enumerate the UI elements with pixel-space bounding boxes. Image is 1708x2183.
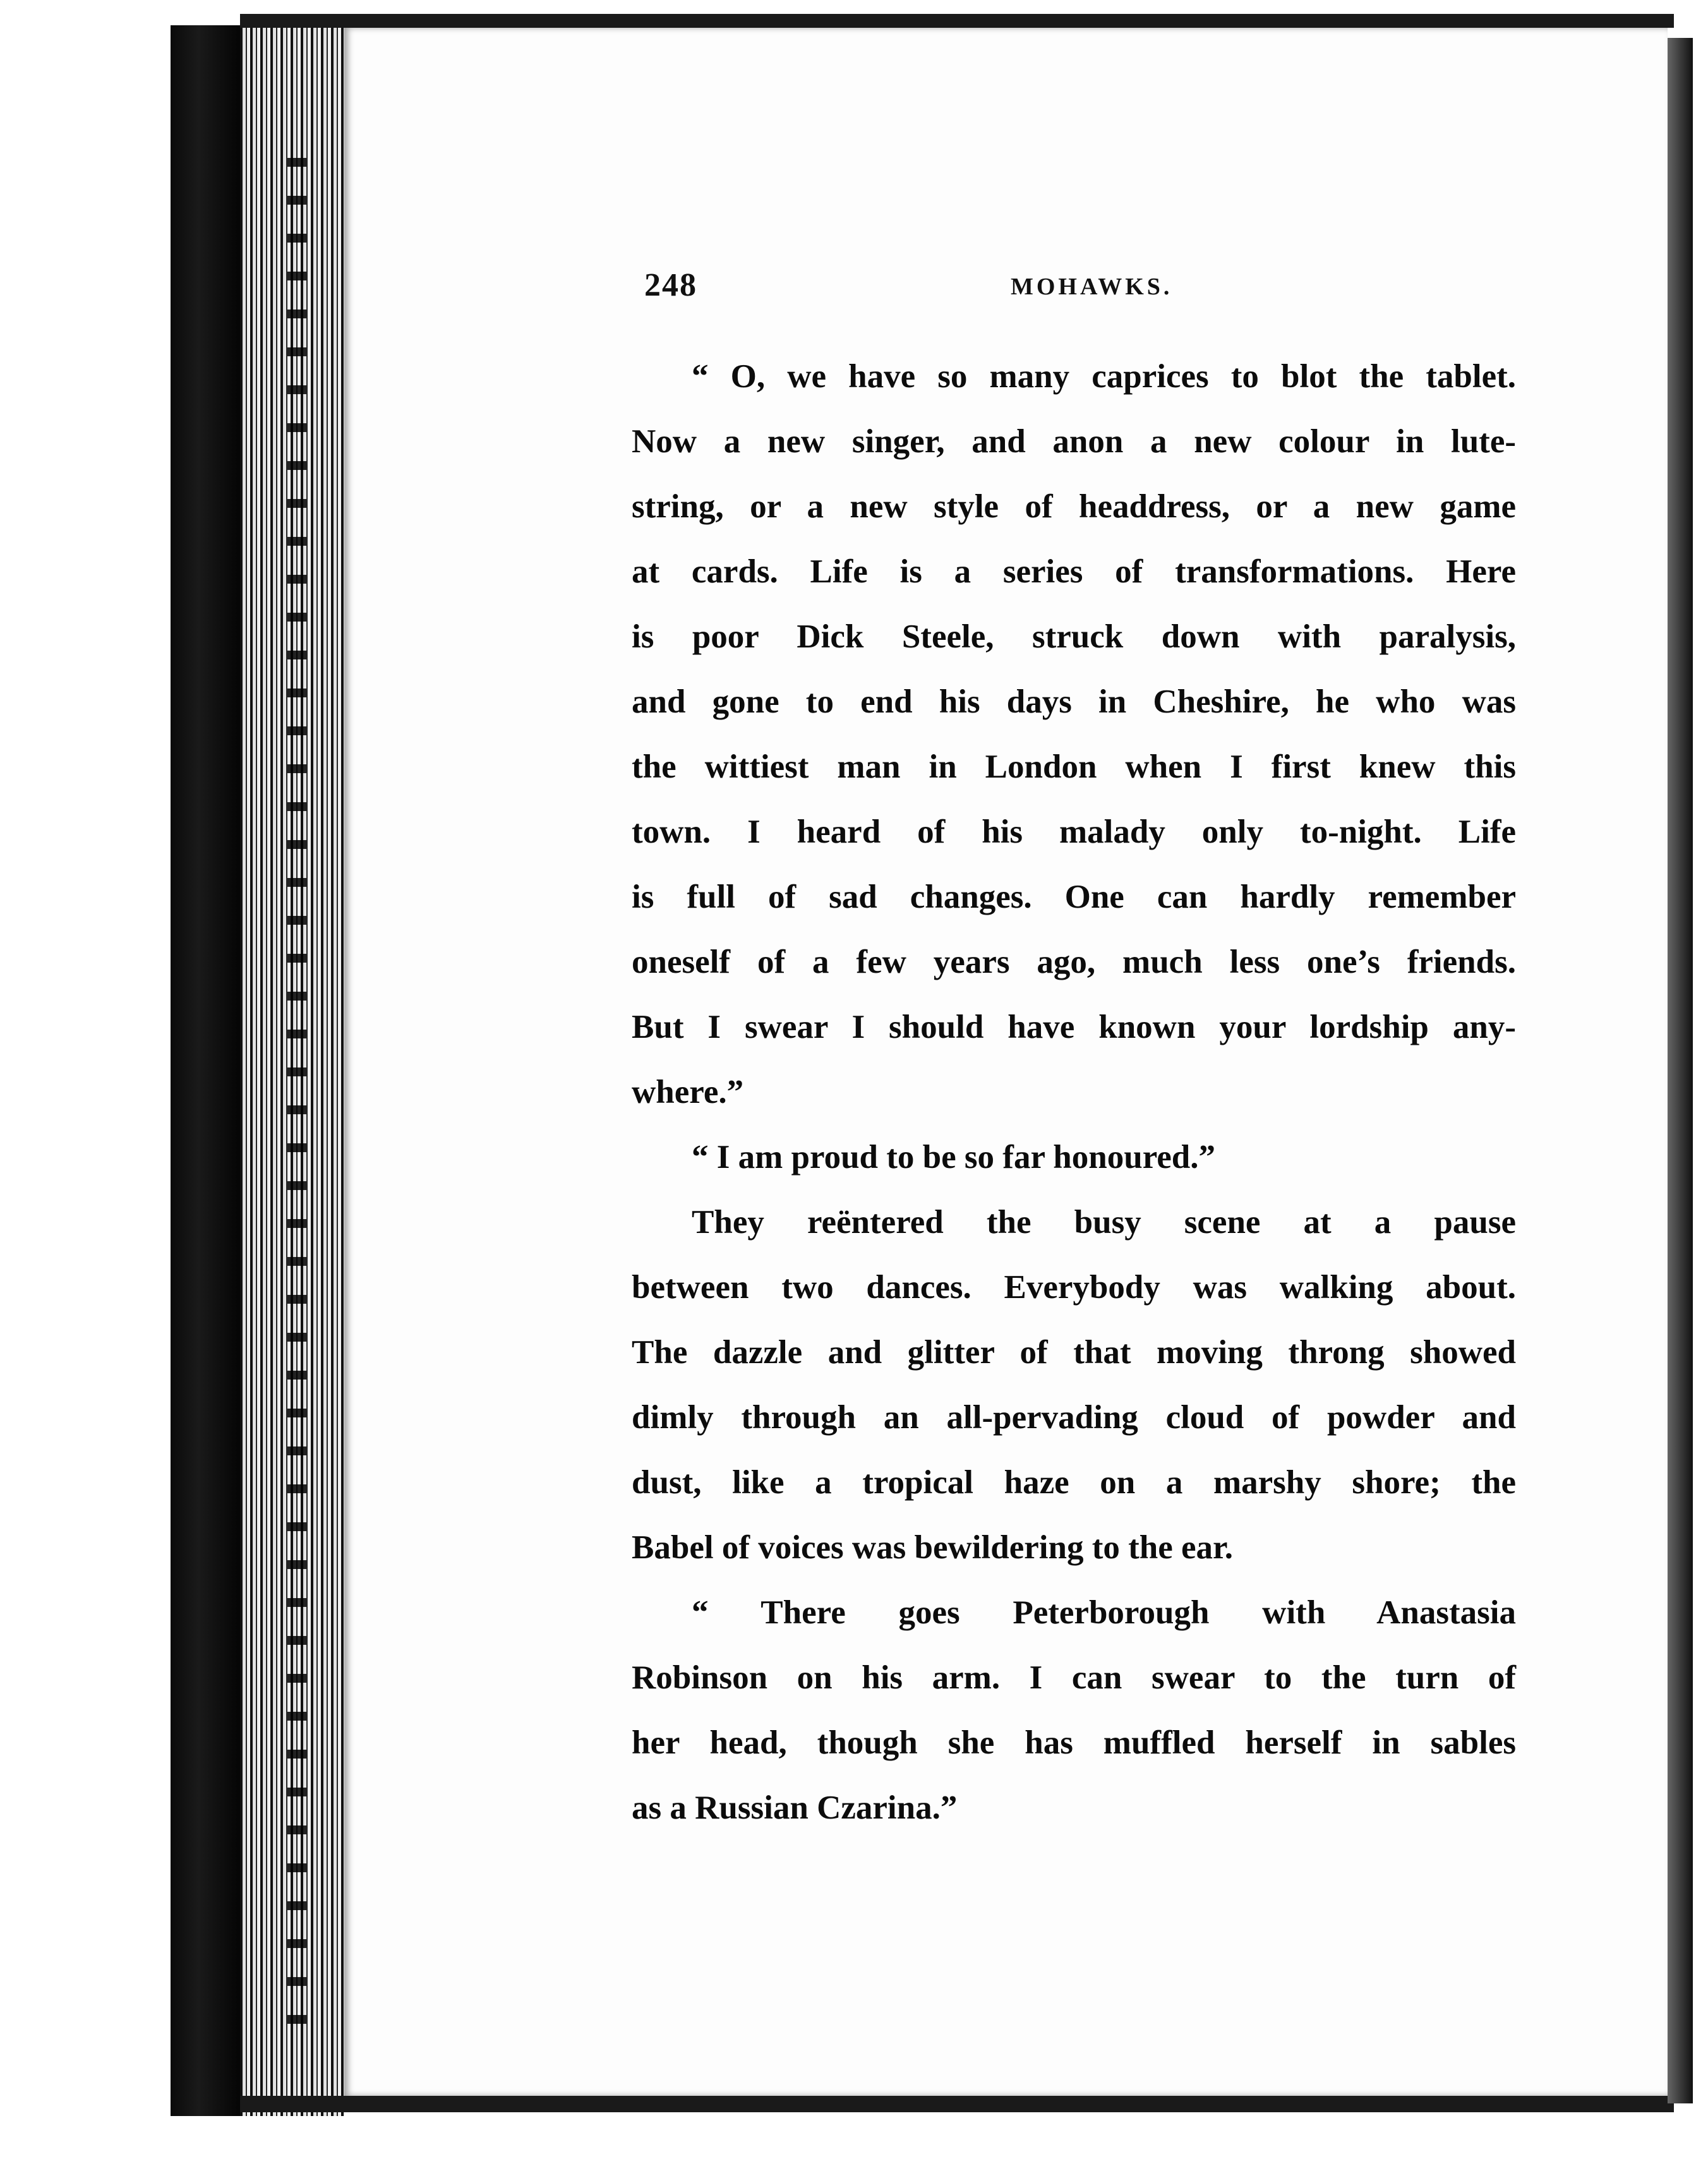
text-line: where.” <box>632 1074 744 1110</box>
text-line: town. I heard of his malady only to-night. Life <box>632 814 1516 850</box>
text-line: between two dances. Everybody was walking about. <box>632 1269 1516 1306</box>
text-line: the wittiest man in London when I first knew this <box>632 749 1516 785</box>
text-line: “ There goes Peterborough with Anastasia <box>692 1594 1516 1631</box>
text-line: Robinson on his arm. I can swear to the turn of <box>632 1659 1516 1696</box>
page-number: 248 <box>644 267 697 303</box>
text-line: is full of sad changes. One can hardly remember <box>632 879 1516 915</box>
right-page-edge <box>1668 38 1693 2103</box>
top-border <box>240 14 1674 28</box>
text-line: and gone to end his days in Cheshire, he who was <box>632 683 1516 720</box>
text-line: Now a new singer, and anon a new colour in lute- <box>632 423 1516 460</box>
text-line: string, or a new style of headdress, or a new game <box>632 488 1516 525</box>
text-line: as a Russian Czarina.” <box>632 1789 958 1826</box>
text-line: They reëntered the busy scene at a pause <box>692 1204 1516 1241</box>
text-line: oneself of a few years ago, much less one’s friends. <box>632 944 1516 980</box>
book-binding <box>171 25 240 2116</box>
text-line: “ O, we have so many caprices to blot the tablet. <box>692 358 1516 395</box>
edge-marks <box>287 158 306 2053</box>
text-line: at cards. Life is a series of transformations. Here <box>632 553 1516 590</box>
bottom-border <box>240 2096 1674 2112</box>
running-title: MOHAWKS. <box>1011 274 1173 300</box>
text-line: Babel of voices was bewildering to the ear. <box>632 1529 1233 1566</box>
body-text <box>632 344 1516 1841</box>
text-line: “ I am proud to be so far honoured.” <box>692 1139 1216 1176</box>
text-line: dust, like a tropical haze on a marshy shore; the <box>632 1464 1516 1501</box>
text-line: But I swear I should have known your lordship any- <box>632 1009 1516 1045</box>
text-line: dimly through an all-pervading cloud of powder and <box>632 1399 1516 1436</box>
text-line: The dazzle and glitter of that moving throng showed <box>632 1334 1516 1371</box>
text-line: is poor Dick Steele, struck down with paralysis, <box>632 618 1516 655</box>
text-line: her head, though she has muffled herself in sables <box>632 1724 1516 1761</box>
running-head <box>644 267 1503 311</box>
